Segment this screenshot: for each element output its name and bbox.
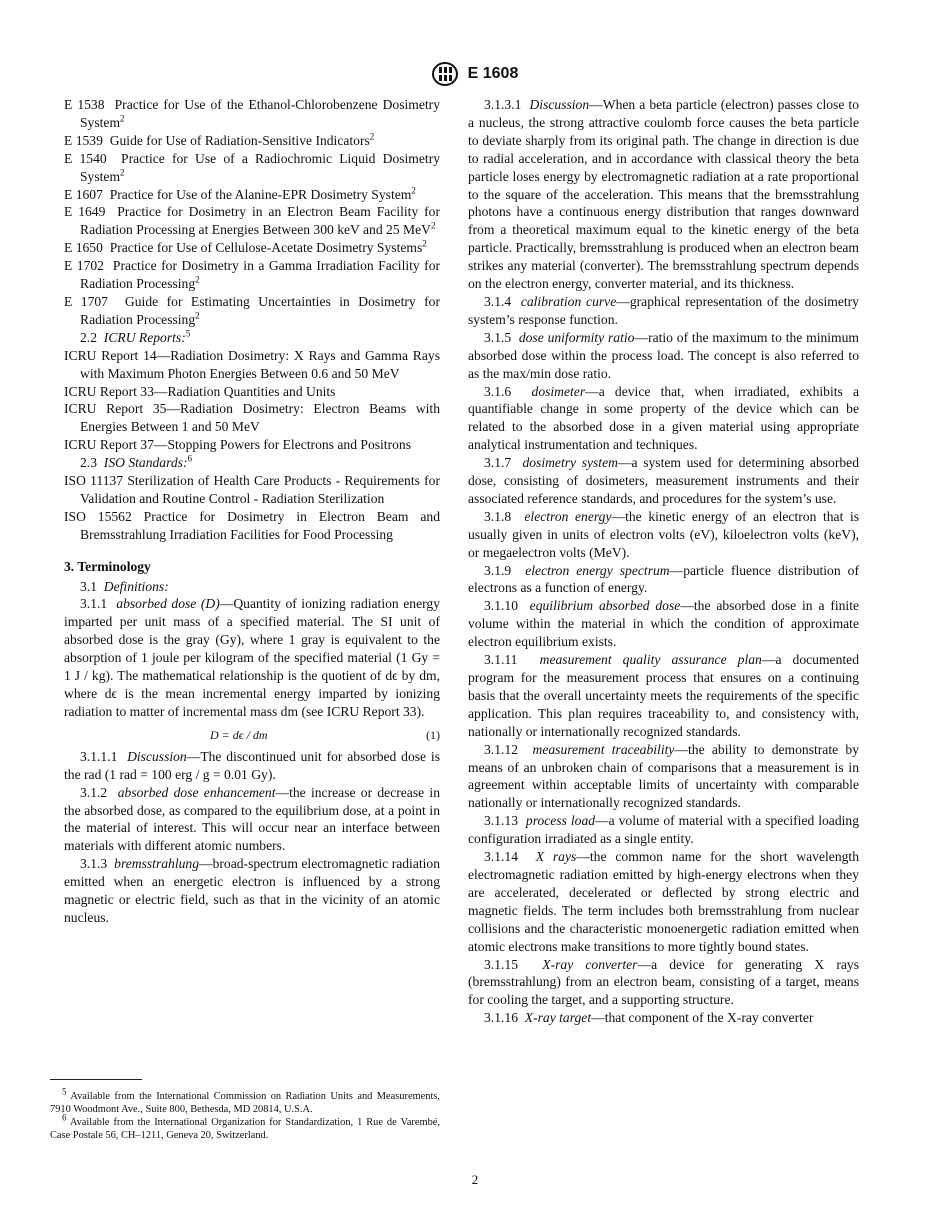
reference-title: Practice for Dosimetry in a Gamma Irradiation Facility for Radiation Processing [80, 258, 441, 292]
definition-number: 3.1.13 [484, 813, 518, 829]
reference-item [64, 239, 440, 257]
referenced-astm-standards [64, 96, 440, 329]
definition-item [64, 784, 440, 856]
page-header [0, 62, 950, 86]
left-column [64, 96, 440, 927]
reference-label: E 1538 [64, 97, 105, 112]
definition-number: 3.1.16 [484, 1010, 518, 1026]
definition-item [468, 597, 859, 651]
footnotes [50, 1086, 440, 1142]
definitions-list [468, 96, 859, 1027]
definition-text: —graphical representation of the dosimetry system’s response function. [468, 293, 859, 327]
definition-item [468, 651, 859, 741]
definition-term: calibration curve [520, 293, 617, 309]
definition-item [468, 383, 859, 455]
definition-number: 3.1.12 [484, 741, 518, 757]
definition-number: 3.1.5 [484, 329, 512, 345]
footnote-mark: 2 [422, 238, 427, 249]
definition-text: —particle fluence distribution of electrons as a function of energy. [468, 562, 859, 596]
definition-text: —Quantity of ionizing radiation energy imparted per unit mass of a specified material. The SI unit of absorbed dose is the gray (Gy), where 1 gray is equivalent to the absorption of 1 joule per kilogram of the specified material (1 Gy = 1 J / kg). The mathematical relationship is the quotient of dϵ by dm, where dϵ is the mean incremental energy imparted by ionizing radiation to matter of incremental mass dm (see ICRU Report 33). [64, 596, 440, 719]
reference-label: E 1649 [64, 204, 106, 220]
definition-number: 3.1.3.1 [484, 97, 522, 112]
definition-item [468, 741, 859, 813]
definition-term: Discussion [529, 97, 590, 112]
reference-title: Practice for Use of the Alanine-EPR Dosimetry System [109, 186, 412, 202]
definition-term: measurement quality assurance plan [539, 652, 762, 668]
iso-standards-list [64, 472, 440, 544]
definition-text: —the common name for the short wavelength electromagnetic radiation emitted by high-energy electrons when they are accelerated, decelerated or deflected by strong electric and magnetic fields. The term includes both bremsstrahlung from nuclear collisions and the characteristic monoenergetic radiation emitted when atomic electrons make transitions to more tightly bound states. [468, 849, 859, 954]
definition-term: absorbed dose enhancement [117, 784, 276, 800]
definition-term: equilibrium absorbed dose [529, 598, 681, 614]
definition-text: —a system used for determining absorbed dose, consisting of dosimeters, measurement instruments and their associated reference standards, and procedures for the system’s use. [468, 455, 859, 506]
definition-term: X-ray converter [542, 956, 638, 972]
reference-item [64, 257, 440, 293]
reference-item [64, 150, 440, 186]
definition-item [468, 293, 859, 329]
definition-number: 3.1.3 [80, 856, 108, 872]
reference-label: E 1607 [64, 186, 103, 202]
definition-text: —broad-spectrum electromagnetic radiation emitted when an energetic electron is influenced by a strong magnetic or electric field, such as that in the vicinity of an atomic nucleus. [64, 856, 441, 925]
footnote-mark: 2 [369, 131, 375, 142]
definition-number: 3.1.1 [80, 596, 108, 612]
iso-heading: 2.3 ISO Standards:$^6$ [80, 453, 192, 471]
footnote-mark: 2 [411, 185, 416, 195]
definition-number: 3.1.7 [484, 455, 512, 471]
definition-text: —the increase or decrease in the absorbed dose, as compared to the equilibrium dose, at a point in the material of interest. This will occur near an interface between materials with different atomic numbers. [64, 784, 441, 854]
definition-item [468, 508, 859, 562]
reference-label: E 1650 [64, 240, 103, 256]
equation-number: (1) [426, 727, 440, 742]
footnote-mark: 6 [62, 1112, 67, 1123]
definition-text: —a device that, when irradiated, exhibits a quantifiable change in some property of the device which can be related to the absorbed dose in a given material using appropriate analytical instrumentation and techniques. [468, 383, 859, 453]
definition-number: 3.1.9 [484, 562, 512, 578]
reference-item: ICRU Report 35—Radiation Dosimetry: Electron Beams with Energies Between 1 and 50 MeV [64, 401, 440, 435]
definition-item [468, 1009, 859, 1027]
footnote-mark: 5 [62, 1086, 67, 1097]
definition-number: 3.1.14 [484, 849, 518, 865]
definition-item [468, 454, 859, 508]
reference-title: Guide for Estimating Uncertainties in Dosimetry for Radiation Processing [80, 293, 441, 327]
standard-designation: E 1608 [467, 65, 519, 82]
definition-term: measurement traceability [532, 741, 675, 757]
definition-text: —the absorbed dose in a finite volume within the material in which the condition of approximate electron equilibrium exists. [468, 598, 860, 650]
definition-term: electron energy spectrum [525, 562, 670, 578]
reference-label: E 1702 [64, 258, 104, 274]
definition-item [468, 329, 859, 383]
definitions-list [64, 595, 440, 720]
footnote-text: Available from the International Commission on Radiation Units and Measurements, 7910 Woodmont Ave., Suite 800, Bethesda, MD 20814, U.S.A. [50, 1091, 440, 1115]
definition-text: —a documented program for the measurement process that ensures on a continuing basis that the overall uncertainty meets the requirements of the specific application. This plan requires traceability to, and consistency with, nationally or internationally recognized standards. [468, 652, 859, 739]
definition-text: —the kinetic energy of an electron that is usually given in units of electron volts (eV), kiloelectron volts (keV), or megaelectron volts (MeV). [468, 508, 860, 560]
icru-reports-list [64, 347, 440, 454]
definition-number: 3.1.15 [484, 956, 518, 972]
definition-number: 3.1.11 [484, 652, 518, 668]
definition-term: dose uniformity ratio [518, 329, 635, 345]
footnote-mark: 2 [195, 310, 200, 321]
reference-title: Guide for Use of Radiation-Sensitive Indicators [109, 132, 370, 148]
definition-item [468, 848, 859, 955]
definitions-subheading: 3.1 Definitions: [80, 578, 169, 594]
definition-item [64, 855, 440, 927]
footnote-mark: 2 [120, 113, 125, 124]
definition-term: process load [525, 813, 596, 829]
definition-text: —a volume of material with a specified loading configuration irradiated as a single entity. [468, 813, 860, 847]
reference-label: E 1540 [64, 150, 107, 166]
definition-text: —ratio of the maximum to the minimum absorbed dose within the process load. The concept is also referred to as the max/min dose ratio. [468, 329, 859, 381]
reference-item [64, 96, 440, 132]
footnote-mark: 2 [430, 220, 436, 231]
reference-label: E 1539 [64, 132, 103, 148]
reference-title: Practice for Use of a Radiochromic Liquid Dosimetry System [80, 150, 441, 184]
definition-item [64, 748, 440, 784]
reference-item [64, 293, 440, 329]
definition-term: dosimeter [531, 383, 586, 399]
icru-heading: 2.2 ICRU Reports:$^5$ [80, 328, 191, 345]
reference-item: ICRU Report 37—Stopping Powers for Electrons and Positrons [64, 437, 411, 453]
footnote [50, 1086, 440, 1116]
definition-text: —a device for generating X rays (bremsstrahlung) from an electron beam, consisting of a target, means for cooling the target, and a supporting structure. [468, 956, 859, 1008]
definition-number: 3.1.2 [80, 784, 108, 800]
reference-item: ISO 11137 Sterilization of Health Care Products - Requirements for Validation and Routine Control - Radiation Sterilization [64, 473, 440, 506]
definition-term: dosimetry system [522, 455, 618, 471]
equation-1 [64, 725, 440, 744]
definition-number: 3.1.1.1 [80, 748, 118, 764]
footnote-rule [50, 1079, 142, 1080]
footnote [50, 1112, 440, 1142]
reference-title: Practice for Dosimetry in an Electron Beam Facility for Radiation Processing at Energies Between 300 keV and 25 MeV [80, 204, 441, 238]
definition-term: bremsstrahlung [114, 856, 200, 872]
reference-label: E 1707 [64, 293, 108, 309]
definition-item [468, 562, 859, 598]
definition-number: 3.1.6 [484, 383, 512, 399]
definition-number: 3.1.8 [484, 508, 512, 524]
definition-text: —When a beta particle (electron) passes close to a nucleus, the strong attractive coulomb force causes the beta particle to deviate sharply from its original path. The change in direction is due to radial acceleration, and in accordance with classical theory the beta particle loses energy by electromagnetic radiation at a rate proportional to the square of the acceleration. This means that the bremsstrahlung photons have a continuous energy distribution that ranges downward from a theoretical maximum equal to the kinetic energy of the beta particle. Practically, bremsstrahlung is produced when an electron beam strikes any material (converter). The bremsstrahlung spectrum depends on the electron energy, converter material, and its thickness. [468, 97, 860, 292]
definition-text: —The discontinued unit for absorbed dose is the rad (1 rad = 100 erg / g = 0.01 Gy). [64, 748, 440, 782]
definition-item [468, 96, 859, 293]
definition-item [64, 595, 440, 720]
definition-term: Discussion [127, 748, 187, 764]
definition-text: —that component of the X-ray converter [591, 1010, 814, 1026]
reference-item [64, 203, 440, 239]
footnote-mark: 2 [195, 274, 200, 285]
definition-number: 3.1.10 [484, 598, 518, 614]
definition-number: 3.1.4 [484, 293, 512, 309]
reference-item: ISO 15562 Practice for Dosimetry in Electron Beam and Bremsstrahlung Irradiation Facilities for Food Processing [64, 508, 440, 542]
definition-text: —the ability to demonstrate by means of an unbroken chain of comparisons that a measurement is in agreement within acceptable limits of uncertainty with comparable nationally or internationally recognized standards. [468, 741, 860, 811]
page-number: 2 [471, 1172, 479, 1187]
reference-item: ICRU Report 33—Radiation Quantities and Units [64, 383, 336, 399]
reference-item: ICRU Report 14—Radiation Dosimetry: X Rays and Gamma Rays with Maximum Photon Energies Between 0.6 and 50 MeV [64, 347, 440, 381]
right-column [468, 96, 859, 1027]
reference-item [64, 186, 440, 204]
section-heading: 3. Terminology [64, 558, 151, 574]
definition-item [468, 812, 859, 848]
equation-formula: D = dϵ / dm [210, 727, 268, 742]
definition-term: X rays [535, 849, 577, 865]
definition-term: absorbed dose (D) [116, 596, 220, 612]
footnote-mark: 2 [120, 167, 125, 178]
definition-term: X-ray target [524, 1010, 592, 1026]
definitions-list [64, 748, 440, 927]
definition-item [468, 956, 859, 1010]
reference-item [64, 132, 440, 150]
astm-logo-icon [432, 62, 458, 86]
reference-title: Practice for Use of Cellulose-Acetate Dosimetry Systems [109, 240, 423, 256]
definition-term: electron energy [524, 508, 612, 524]
footnote-text: Available from the International Organization for Standardization, 1 Rue de Varembé, Case Postale 56, CH–1211, Geneva 20, Switzerland. [50, 1117, 440, 1141]
reference-title: Practice for Use of the Ethanol-Chlorobenzene Dosimetry System [80, 97, 441, 130]
